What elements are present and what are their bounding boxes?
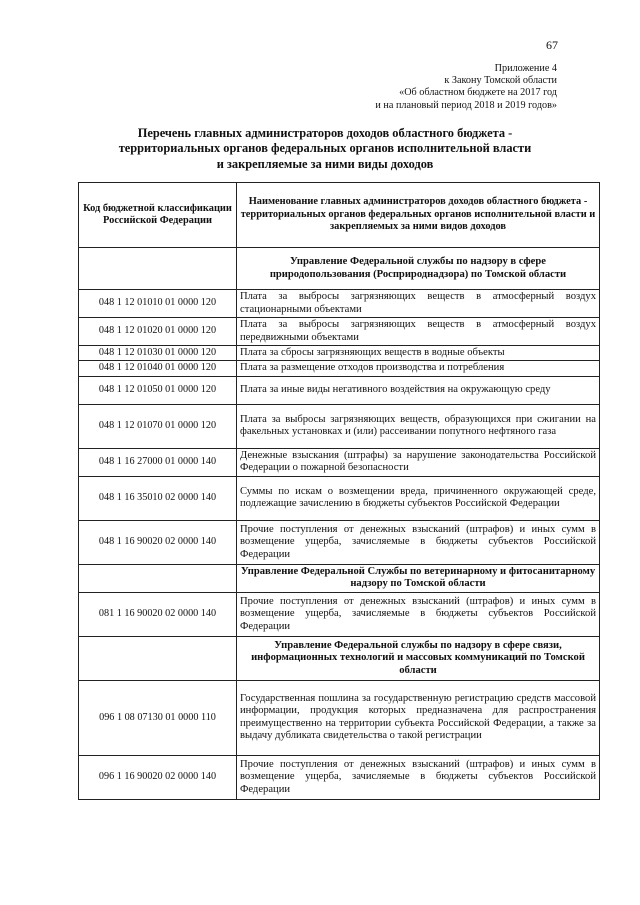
- row-description: Денежные взыскания (штрафы) за нарушение законодательства Российской Федерации о пожарной безопасности: [237, 448, 600, 476]
- appendix-line: к Закону Томской области: [444, 75, 557, 87]
- row-description: Плата за размещение отходов производства и потребления: [237, 361, 600, 376]
- row-code: 048 1 12 01050 01 0000 120: [79, 376, 237, 404]
- row-code: [79, 248, 237, 290]
- row-code: 048 1 12 01070 01 0000 120: [79, 404, 237, 448]
- agency-name: Управление Федеральной службы по надзору в сфере природопользования (Росприроднадзора) по Томской области: [237, 248, 600, 290]
- row-code: [79, 564, 237, 592]
- title-line: территориальных органов федеральных органов исполнительной власти: [118, 141, 532, 156]
- table-row: [79, 318, 600, 346]
- table-row: [79, 755, 600, 799]
- agency-name: Управление Федеральной Службы по ветеринарному и фитосанитарному надзору по Томской области: [237, 564, 600, 592]
- appendix-line: «Об областном бюджете на 2017 год: [399, 87, 557, 99]
- table-row: [79, 520, 600, 564]
- title-line: Перечень главных администраторов доходов областного бюджета -: [137, 126, 513, 140]
- row-code: 048 1 12 01010 01 0000 120: [79, 290, 237, 318]
- row-description: Прочие поступления от денежных взысканий (штрафов) и иных сумм в возмещение ущерба, зачисляемые в бюджеты субъектов Российской Федерации: [237, 592, 600, 636]
- row-description: Плата за сбросы загрязняющих веществ в водные объекты: [237, 346, 600, 361]
- row-code: 081 1 16 90020 02 0000 140: [79, 592, 237, 636]
- row-description: Прочие поступления от денежных взысканий (штрафов) и иных сумм в возмещение ущерба, зачисляемые в бюджеты субъектов Российской Федерации: [237, 755, 600, 799]
- row-code: 048 1 16 27000 01 0000 140: [79, 448, 237, 476]
- appendix-line: и на плановый период 2018 и 2019 годов»: [375, 99, 557, 111]
- table-row: [79, 476, 600, 520]
- table-row: [79, 404, 600, 448]
- table-row: [79, 680, 600, 755]
- agency-row: [79, 636, 600, 680]
- row-code: 096 1 08 07130 01 0000 110: [79, 680, 237, 755]
- table-row: [79, 361, 600, 376]
- header-code: Код бюджетной классификации Российской Федерации: [79, 183, 237, 248]
- agency-row: [79, 248, 600, 290]
- title-line: и закрепляемые за ними виды доходов: [216, 156, 434, 171]
- document-title: [60, 126, 590, 172]
- appendix-note: [375, 63, 557, 112]
- row-code: 048 1 16 35010 02 0000 140: [79, 476, 237, 520]
- table-row: [79, 376, 600, 404]
- row-description: Плата за выбросы загрязняющих веществ в атмосферный воздух стационарными объектами: [237, 290, 600, 318]
- row-description: Государственная пошлина за государственную регистрацию средств массовой информации, продукция которых предназначена для распространения преимущественно на территории субъекта Российской Федерации, а также за выдачу дубликата свидетельства о такой регистрации: [237, 680, 600, 755]
- header-name: Наименование главных администраторов доходов областного бюджета - территориальных органов федеральных органов исполнительной власти и закрепляемых за ними видов доходов: [237, 183, 600, 248]
- row-code: 048 1 12 01040 01 0000 120: [79, 361, 237, 376]
- row-code: 048 1 12 01030 01 0000 120: [79, 346, 237, 361]
- administrators-table: [78, 182, 600, 800]
- row-code: 048 1 12 01020 01 0000 120: [79, 318, 237, 346]
- table-row: [79, 448, 600, 476]
- row-description: Плата за выбросы загрязняющих веществ, образующихся при сжигании на факельных установках и (или) рассеивании попутного нефтяного газа: [237, 404, 600, 448]
- row-description: Прочие поступления от денежных взысканий (штрафов) и иных сумм в возмещение ущерба, зачисляемые в бюджеты субъектов Российской Федерации: [237, 520, 600, 564]
- row-description: Суммы по искам о возмещении вреда, причиненного окружающей среде, подлежащие зачислению в бюджеты субъектов Российской Федерации: [237, 476, 600, 520]
- table-row: [79, 290, 600, 318]
- row-code: 048 1 16 90020 02 0000 140: [79, 520, 237, 564]
- table-header-row: [79, 183, 600, 248]
- row-code: 096 1 16 90020 02 0000 140: [79, 755, 237, 799]
- appendix-line: Приложение 4: [494, 63, 557, 74]
- agency-name: Управление Федеральной службы по надзору в сфере связи, информационных технологий и массовых коммуникаций по Томской области: [237, 636, 600, 680]
- row-code: [79, 636, 237, 680]
- row-description: Плата за выбросы загрязняющих веществ в атмосферный воздух передвижными объектами: [237, 318, 600, 346]
- page-number: 67: [546, 38, 558, 52]
- table-row: [79, 592, 600, 636]
- row-description: Плата за иные виды негативного воздействия на окружающую среду: [237, 376, 600, 404]
- agency-row: [79, 564, 600, 592]
- table-row: [79, 346, 600, 361]
